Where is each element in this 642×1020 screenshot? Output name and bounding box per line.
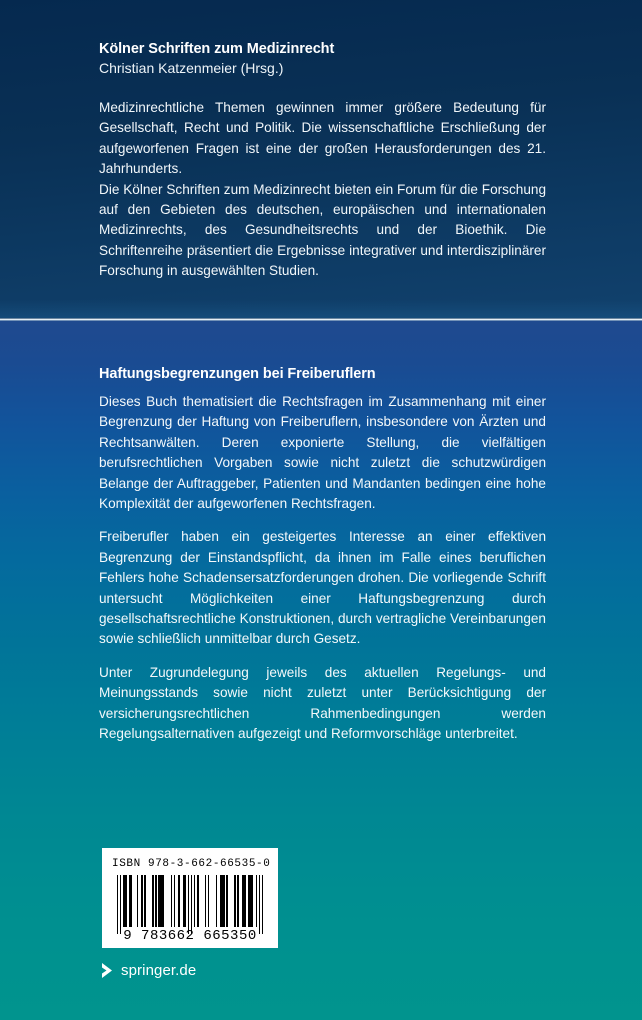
publisher-name: springer.de: [121, 962, 197, 979]
book-description: [99, 392, 546, 745]
book-title-block: [99, 365, 546, 384]
isbn-label: ISBN 978-3-662-66535-0: [112, 858, 271, 870]
series-heading-block: [99, 40, 546, 78]
springer-chevron-icon: [101, 962, 114, 979]
blurb-paragraph: Unter Zugrundelegung jeweils des aktuellen Regelungs- und Meinungsstands sowie nicht zuletzt unter Berücksichtigung der versicherungsrechtlichen Rahmenbedingungen werden Regelungsalternativen aufgezeigt und Reformvorschläge unterbreitet.: [99, 664, 546, 742]
blurb-paragraph: Freiberufler haben ein gesteigertes Interesse an einer effektiven Begrenzung der Einstandspflicht, da ihnen im Falle eines beruflichen Fehlers hohe Schadensersatzforderungen drohen. Die vorliegende Schrift untersucht Möglichkeiten einer Haftungsbegrenzung durch gesellschaftsrechtliche Konstruktionen, durch vertragliche Vereinbarungen sowie schließlich unmittelbar durch Gesetz.: [99, 529, 546, 647]
series-paragraph: Medizinrechtliche Themen gewinnen immer größere Bedeutung für Gesellschaft, Recht und Politik. Die wissenschaftliche Erschließung der aufgeworfenen Fragen ist eine der großen Herausforderungen des 21. Jahrhunderts.: [99, 100, 546, 177]
book-title: Haftungsbegrenzungen bei Freiberuflern: [99, 366, 376, 382]
blurb-paragraph: Dieses Buch thematisiert die Rechtsfragen im Zusammenhang mit einer Begrenzung der Haftung von Freiberuflern, insbesondere von Ärzten und Rechtsanwälten. Deren exponierte Stellung, die vielfältigen berufsrechtlichen Vorgaben sowie nicht zuletzt die schutzwürdigen Belange der Auftraggeber, Patienten und Mandanten bedingen eine hohe Komplexität der aufgeworfenen Rechtsfragen.: [99, 394, 546, 512]
series-paragraph: Die Kölner Schriften zum Medizinrecht bieten ein Forum für die Forschung auf den Gebieten des deutschen, europäischen und internationalen Medizinrechts, des Gesundheitsrechts und der Bioethik. Die Schriftenreihe präsentiert die Ergebnisse integrativer und interdisziplinärer Forschung in ausgewählten Studien.: [99, 181, 546, 279]
series-description: [99, 98, 546, 282]
series-title: Kölner Schriften zum Medizinrecht: [99, 41, 335, 57]
publisher-logo[interactable]: [101, 962, 196, 979]
isbn-barcode: [102, 848, 278, 948]
barcode-digits: 9 783662 665350: [123, 928, 257, 944]
barcode-bars: [112, 875, 268, 927]
series-editor: Christian Katzenmeier (Hrsg.): [99, 60, 284, 76]
